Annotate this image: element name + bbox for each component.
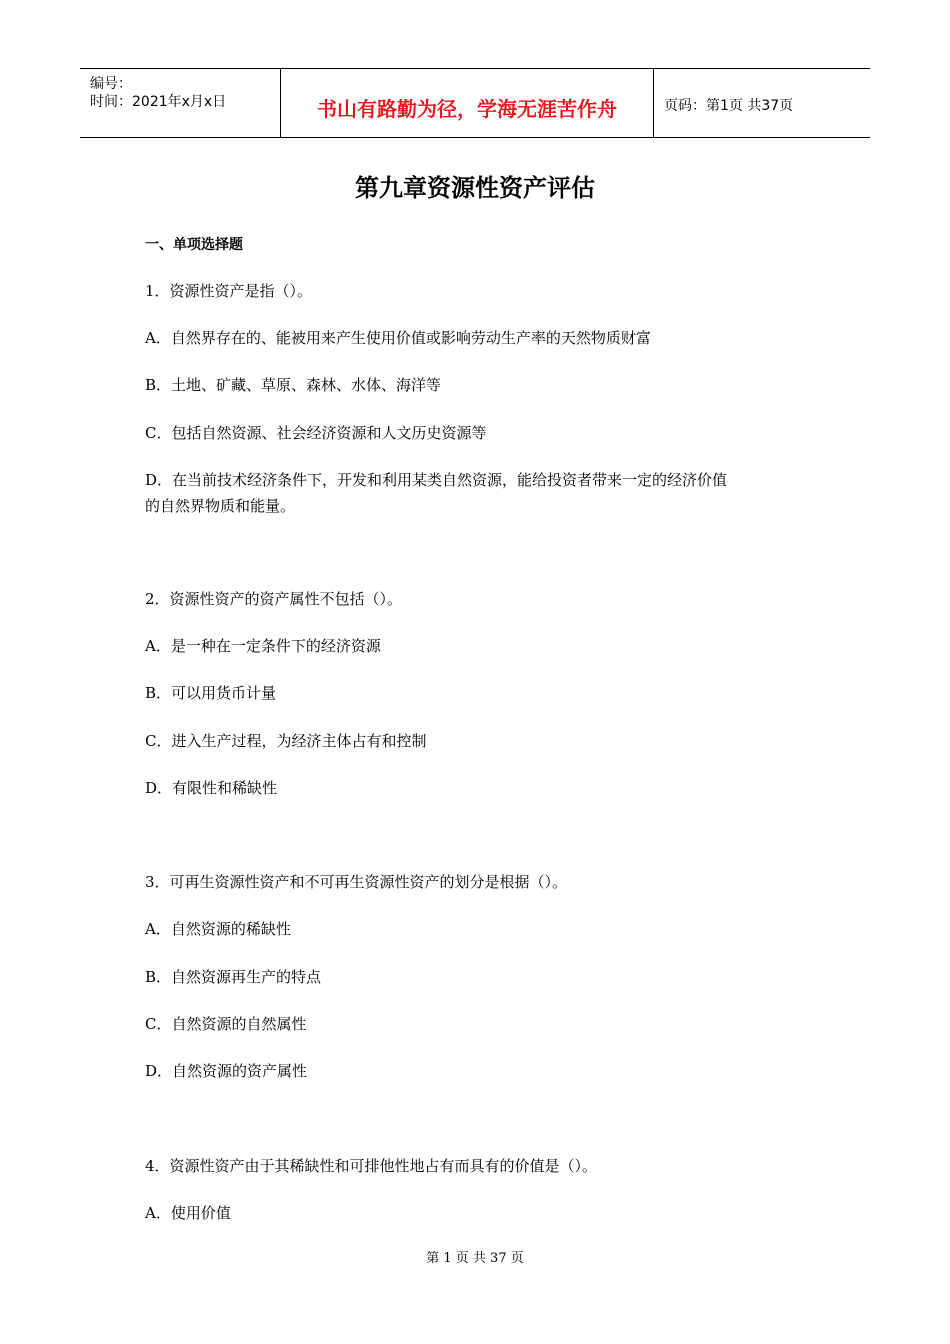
option-3c: C．自然资源的自然属性	[145, 1015, 307, 1033]
option-1d: D．在当前技术经济条件下，开发和利用某类自然资源，能给投资者带来一定的经济价值	[145, 471, 728, 489]
option-1b: B．土地、矿藏、草原、森林、水体、海洋等	[145, 376, 442, 394]
section-heading: 一、单项选择题	[145, 237, 243, 253]
option-2d: D．有限性和稀缺性	[145, 779, 278, 797]
question-3: 3．可再生资源性资产和不可再生资源性资产的划分是根据（）。	[145, 873, 568, 891]
document-header	[80, 68, 870, 138]
date-label: 时间：2021年x月x日	[90, 94, 227, 110]
option-1d-continued: 的自然界物质和能量。	[145, 497, 296, 515]
option-4a: A．使用价值	[145, 1204, 231, 1222]
option-2b: B．可以用货币计量	[145, 684, 277, 702]
question-2: 2．资源性资产的资产属性不包括（）。	[145, 590, 403, 608]
option-1a: A．自然界存在的、能被用来产生使用价值或影响劳动生产率的天然物质财富	[145, 329, 651, 347]
option-3d: D．自然资源的资产属性	[145, 1062, 308, 1080]
header-motto-cell	[281, 69, 654, 137]
option-3a: A．自然资源的稀缺性	[145, 920, 291, 938]
question-4: 4．资源性资产由于其稀缺性和可排他性地占有而具有的价值是（）。	[145, 1157, 598, 1175]
header-left-cell	[80, 69, 281, 137]
header-page-cell	[654, 69, 870, 137]
motto: 书山有路勤为径，学海无涯苦作舟	[317, 97, 617, 121]
option-3b: B．自然资源再生产的特点	[145, 968, 322, 986]
number-label: 编号：	[90, 76, 132, 92]
page-info: 页码：第1页 共37页	[664, 98, 794, 114]
page-footer: 第 1 页 共 37 页	[426, 1251, 524, 1266]
chapter-title: 第九章资源性资产评估	[355, 173, 595, 202]
question-1: 1．资源性资产是指（）。	[145, 282, 313, 300]
option-1c: C．包括自然资源、社会经济资源和人文历史资源等	[145, 424, 487, 442]
option-2c: C．进入生产过程，为经济主体占有和控制	[145, 732, 427, 750]
option-2a: A．是一种在一定条件下的经济资源	[145, 637, 381, 655]
